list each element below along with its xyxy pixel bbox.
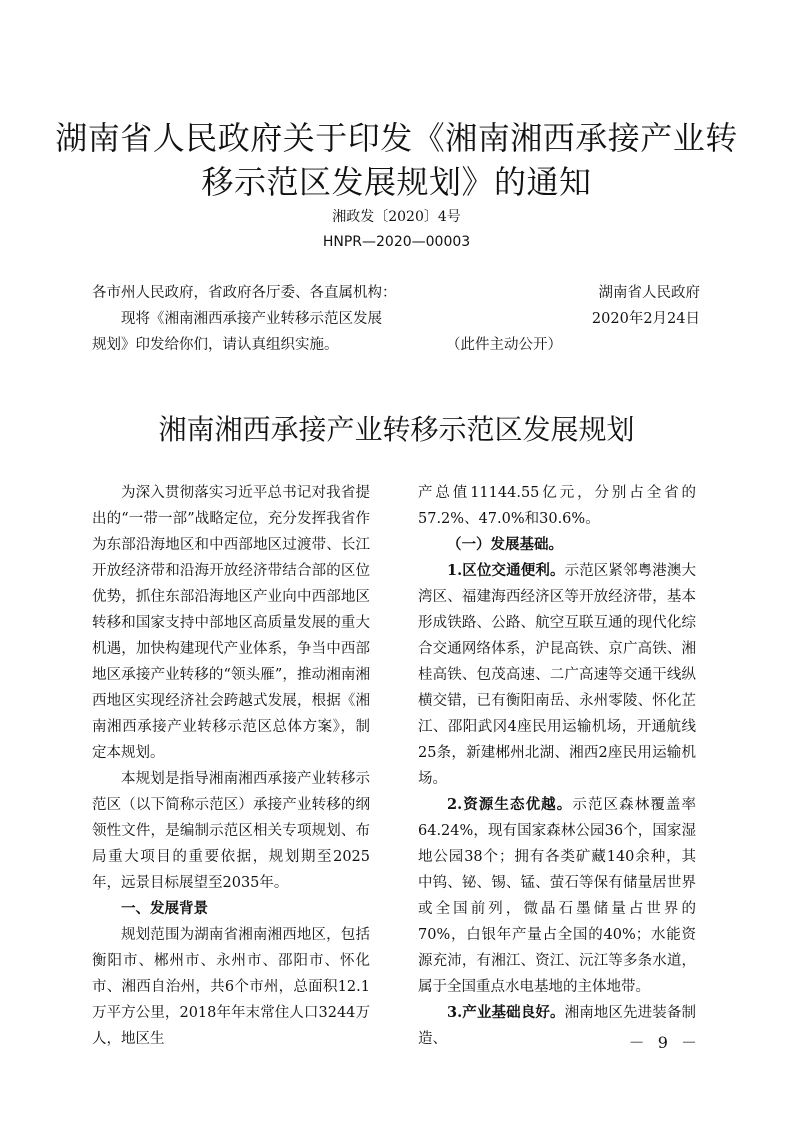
subsection-heading: （一）发展基础。	[447, 536, 563, 553]
title-line-2: 移示范区发展规划》的通知	[201, 163, 592, 201]
document-title	[40, 116, 753, 204]
item-text: 示范区紧邻粤港澳大湾区、福建海西经济区等开放经济带，基本形成铁路、公路、航空互联互通的现代化综合交通网络体系，沪昆高铁、京广高铁、湘桂高铁、包茂高速、二广高速等交通干线纵横交错，已有衡阳南岳、永州零陵、怀化芷江、邵阳武冈4座民用运输机场，开通航线25条，新建郴州北湖、湘西2座民用运输机场。	[418, 563, 697, 787]
issue-date: 2020年2月24日	[591, 311, 700, 327]
left-column	[92, 480, 370, 1052]
paragraph: 产总值11144.55亿元，分别占全省的57.2%、47.0%和30.6%。	[418, 485, 696, 527]
item-title: 3.产业基础良好。	[447, 1004, 565, 1021]
notice-signature	[520, 280, 700, 332]
paragraph	[418, 558, 696, 792]
notice-recipients: 各市州人民政府，省政府各厅委、各直属机构：	[92, 285, 397, 301]
title-line-1: 湖南省人民政府关于印发《湘南湘西承接产业转	[55, 119, 738, 157]
paragraph: 规划范围为湖南省湘南湘西地区，包括衡阳市、郴州市、永州市、邵阳市、怀化市、湘西自治州，共6个市州，总面积12.1万平方公里，2018年年末常住人口3244万人，地区生	[92, 927, 370, 1047]
item-text: 示范区森林覆盖率64.24%，现有国家森林公园36个，国家湿地公园38个；拥有各类矿藏140余种，其中钨、铋、锡、锰、萤石等保有储量居世界或全国前列，微晶石墨储量占世界的70%，白银年产量占全国的40%；水能资源充沛，有湘江、资江、沅江等多条水道，属于全国重点水电基地的主体地带。	[418, 797, 697, 995]
paragraph: 本规划是指导湘南湘西承接产业转移示范区（以下简称示范区）承接产业转移的纲领性文件，是编制示范区相关专项规划、布局重大项目的重要依据，规划期至2025年，远景目标展望至2035年。	[92, 771, 370, 891]
notice-line-1: 现将《湘南湘西承接产业转移示范区发展	[121, 311, 382, 327]
notice-body	[92, 280, 492, 358]
item-title: 2.资源生态优越。	[447, 796, 573, 813]
paragraph: 为深入贯彻落实习近平总书记对我省提出的“一带一部”战略定位，充分发挥我省作为东部沿海地区和中西部地区过渡带、长江开放经济带和沿海开放经济带结合部的区位优势，抓住东部沿海地区产业向中西部地区转移和国家支持中部地区高质量发展的重大机遇，加快构建现代产业体系，争当中西部地区承接产业转移的“领头雁”，推动湘南湘西地区实现经济社会跨越式发展，根据《湘南湘西承接产业转移示范区总体方案》，制定本规划。	[92, 485, 370, 761]
notice-line-2: 规划》印发给你们，请认真组织实施。	[92, 337, 339, 353]
record-code: HNPR—2020—00003	[322, 234, 471, 250]
document-number: 湘政发〔2020〕4号	[332, 209, 461, 225]
disclosure-note: （此件主动公开）	[446, 337, 562, 353]
right-column	[418, 480, 696, 1052]
plan-title: 湘南湘西承接产业转移示范区发展规划	[158, 413, 635, 446]
item-title: 1.区位交通便利。	[447, 562, 565, 579]
paragraph	[418, 792, 696, 1000]
page-number: － 9 －	[628, 1033, 701, 1052]
item-text: 湘南地区先进装备制造、	[418, 1005, 697, 1047]
issuer: 湖南省人民政府	[598, 285, 700, 301]
section-heading: 一、发展背景	[121, 900, 208, 917]
